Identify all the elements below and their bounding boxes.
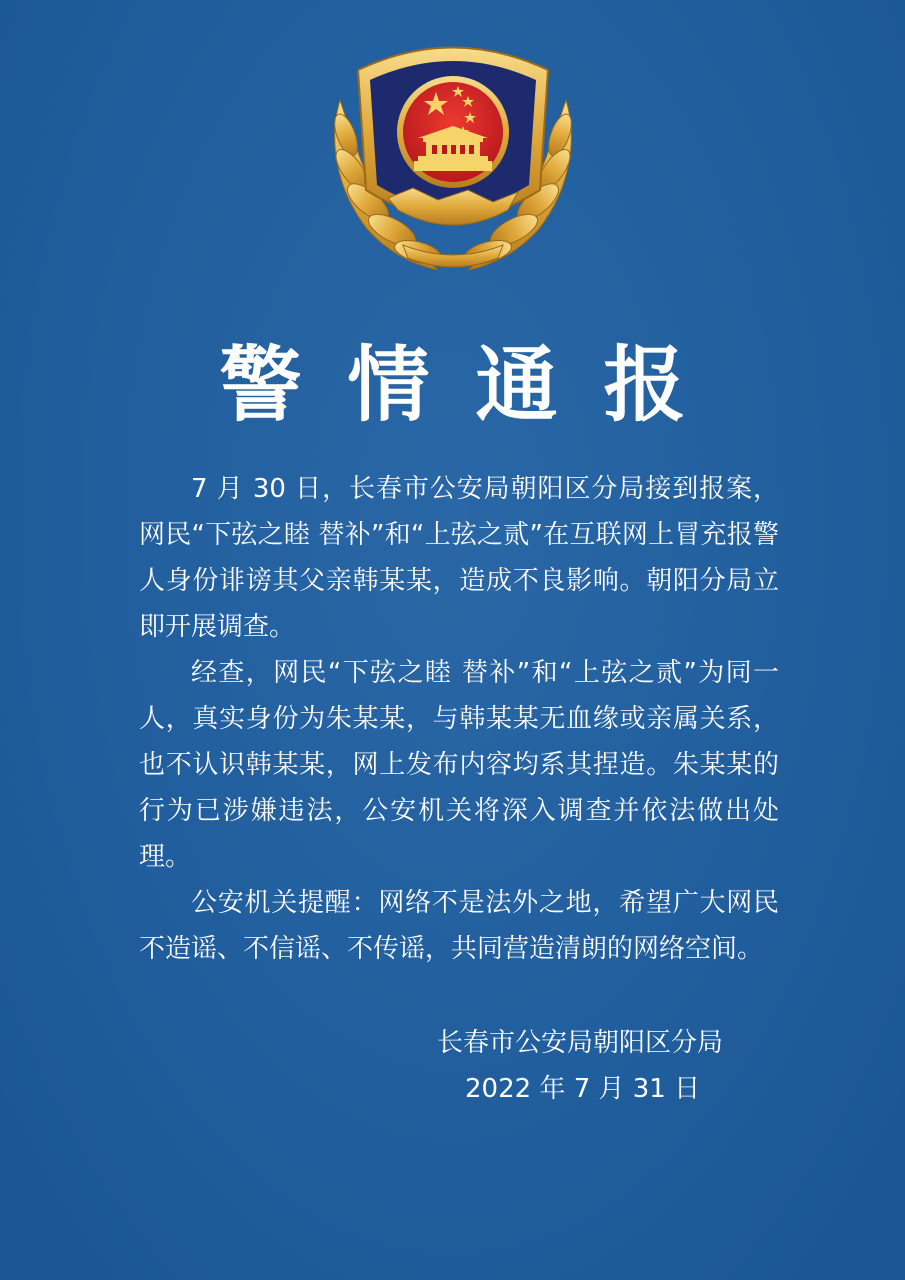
police-badge-icon	[318, 30, 588, 280]
page-title: 警情通报	[219, 337, 732, 433]
paragraph-reminder: 公安机关提醒：网络不是法外之地，希望广大网民不造谣、不信谣、不传谣，共同营造清朗的网络空间。	[139, 888, 779, 964]
signature-block	[420, 1020, 760, 1112]
paragraph-investigation: 经查，网民“下弦之睦 替补”和“上弦之贰”为同一人，真实身份为朱某某，与韩某某无血缘或亲属关系， 也不认识韩某某，网上发布内容均系其捏造。朱某某的行为已涉嫌违法，公安机关将深入调查并依法做出处理。	[139, 658, 779, 872]
notice-body	[139, 466, 779, 972]
issuing-organization: 长春市公安局朝阳区分局	[437, 1028, 724, 1058]
issue-date: 2022 年 7 月 31 日	[465, 1074, 701, 1104]
paragraph-incident: 7 月 30 日，长春市公安局朝阳区分局接到报案，网民“下弦之睦 替补”和“上弦之贰”在互联网上冒充报警人身份诽谤其父亲韩某某，造成不良影响。朝阳分局立即开展调查。	[139, 474, 779, 642]
